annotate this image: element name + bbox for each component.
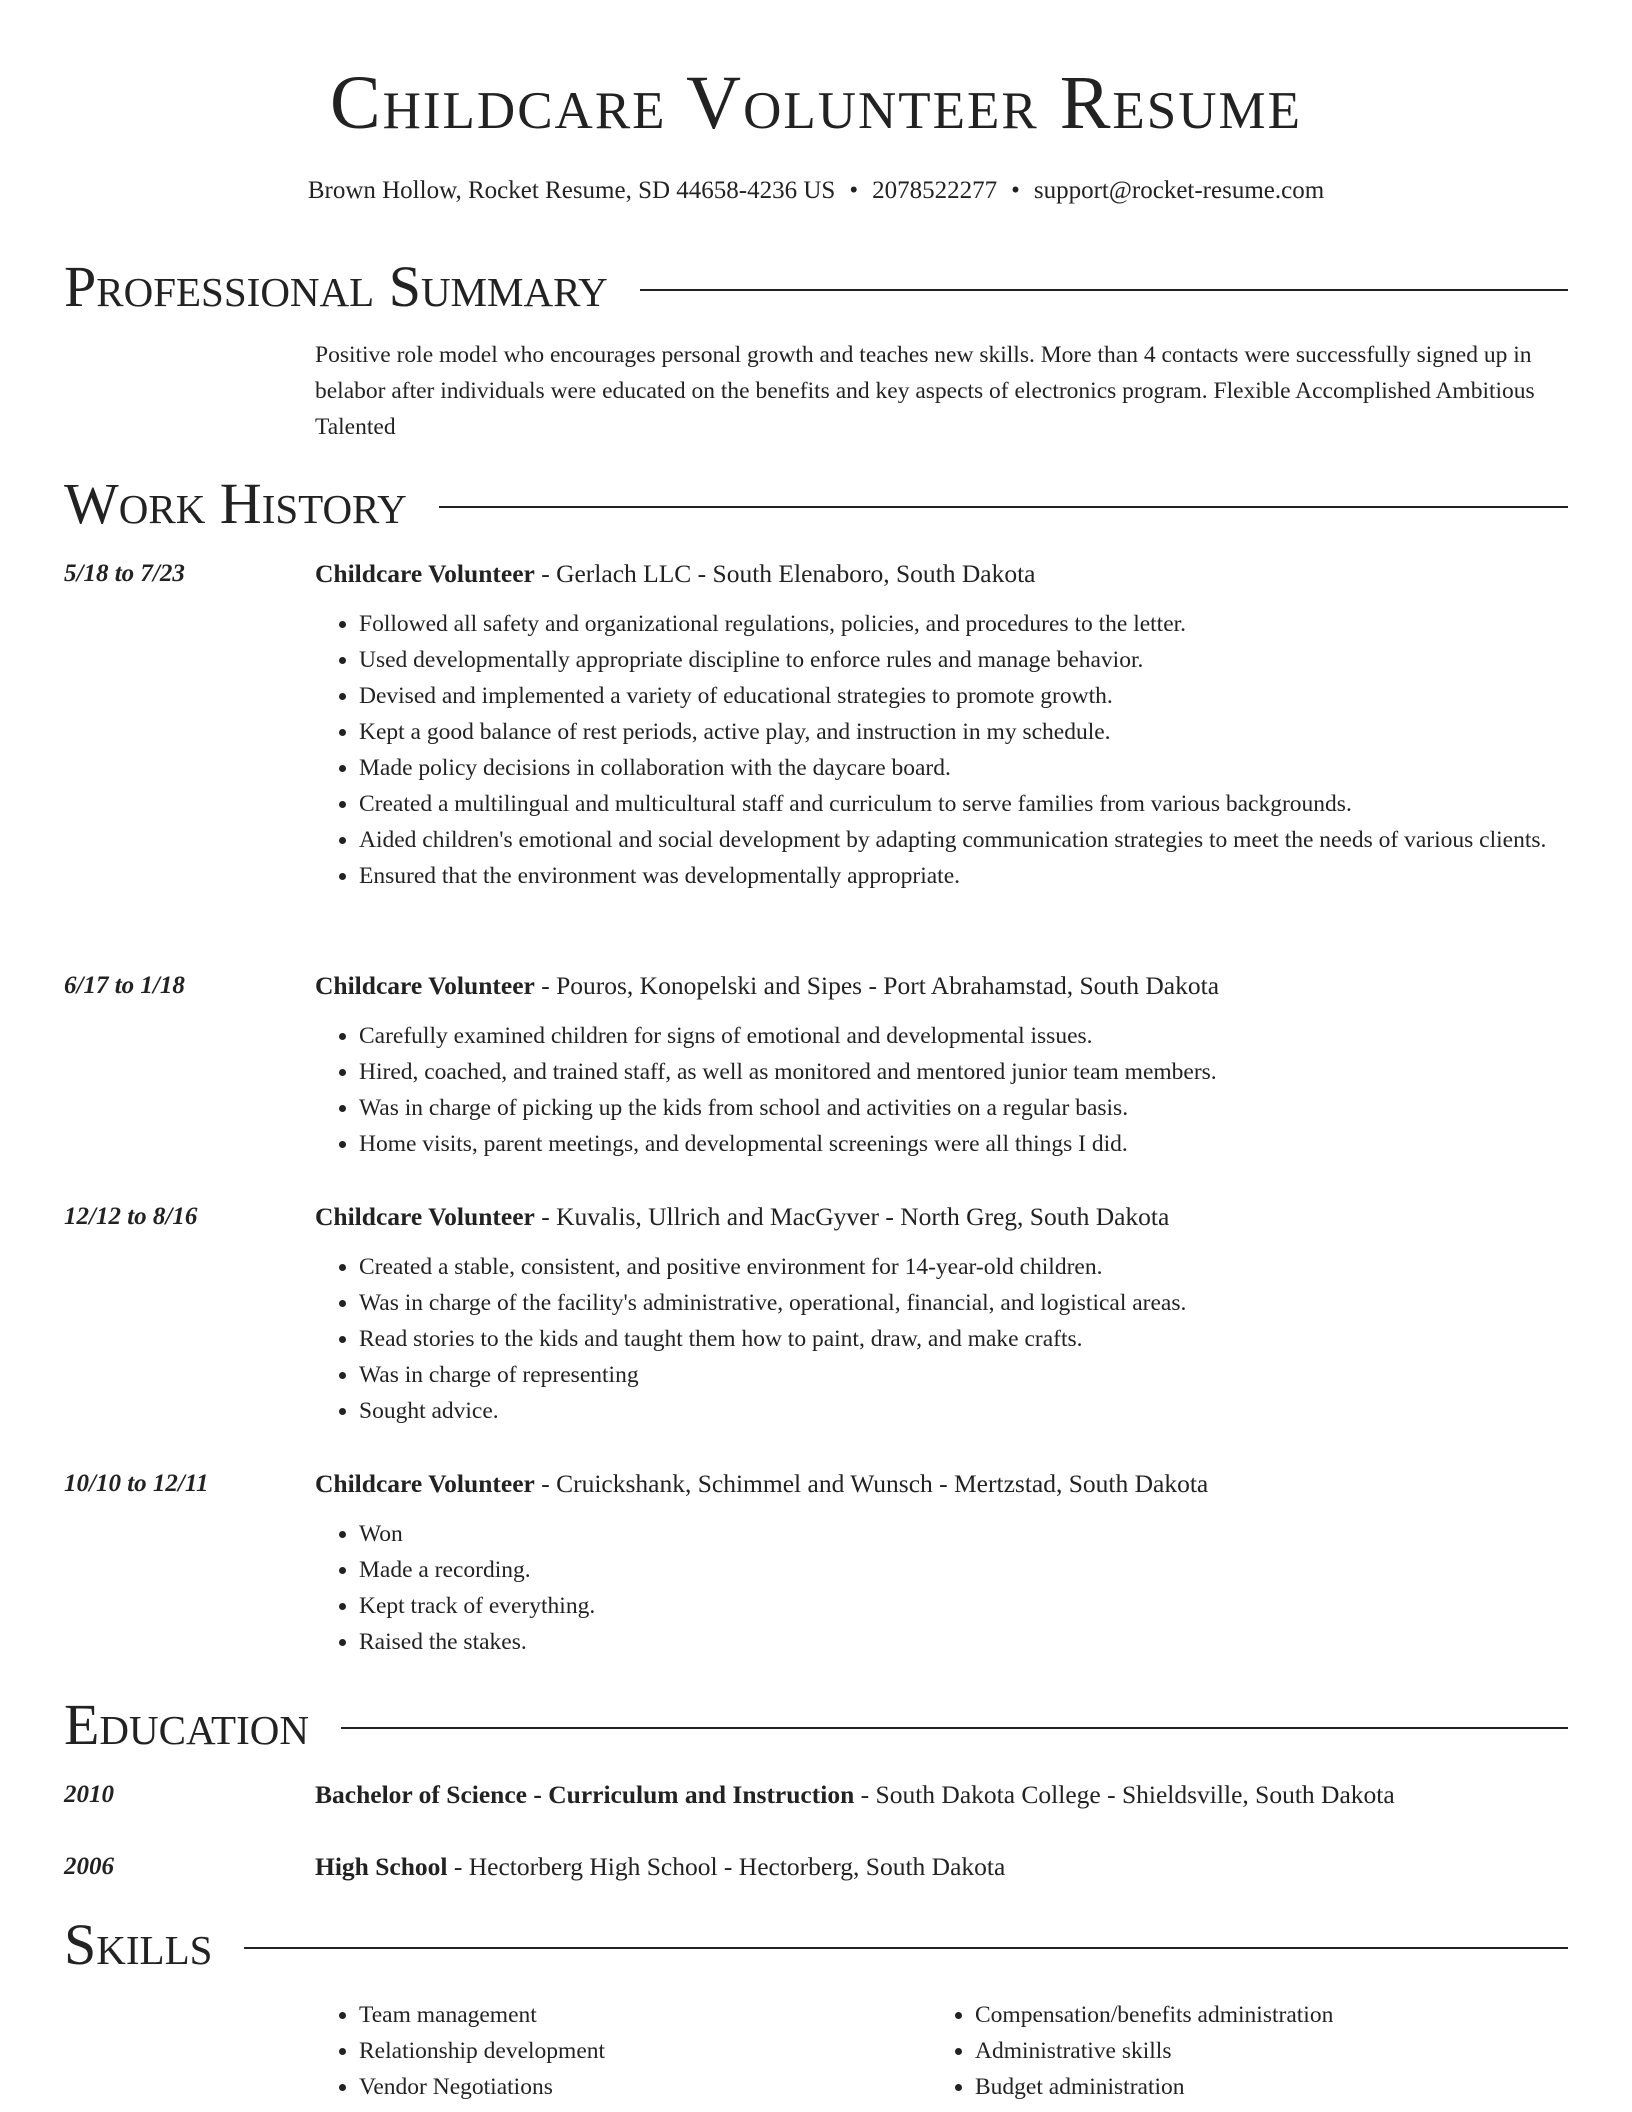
list-item: • Sought advice. — [359, 1393, 1568, 1429]
job-title-line — [315, 1466, 1568, 1502]
skills-list — [315, 1997, 1568, 2105]
section-divider — [244, 1947, 1568, 1949]
section-divider — [439, 506, 1568, 508]
contact-email: support@rocket-resume.com — [1033, 177, 1325, 204]
job-entry — [64, 968, 1568, 1162]
job-bullets — [315, 1516, 1568, 1660]
job-dates: 5/18 to 7/23 — [64, 560, 185, 587]
education-section-header — [64, 1690, 1568, 1760]
skill-item: • Administrative skills — [975, 2033, 1531, 2069]
skill-item: • Budget administration — [975, 2069, 1531, 2105]
job-role: Childcare Volunteer — [315, 971, 535, 1000]
summary-text: Positive role model who encourages personal growth and teaches new skills. More than 4 contacts were successfully signed up in belabor after individuals were educated on the benefits and key aspects of electronics program. Flexible Accomplished Ambitious Talented — [315, 342, 1535, 440]
summary-heading: Professional Summary — [64, 254, 608, 319]
job-details: - Cruickshank, Schimmel and Wunsch - Mertzstad, South Dakota — [534, 1469, 1209, 1498]
work-section-header — [64, 469, 1568, 539]
skill-item: • Team management — [359, 1997, 888, 2033]
list-item: • Kept a good balance of rest periods, active play, and instruction in my schedule. — [359, 714, 1568, 750]
skill-item: • Compensation/benefits administration — [975, 1997, 1531, 2033]
list-item: • Created a stable, consistent, and positive environment for 14-year-old children. — [359, 1249, 1568, 1285]
section-divider — [341, 1727, 1568, 1729]
job-title-line — [315, 556, 1568, 592]
education-heading: Education — [64, 1692, 309, 1757]
list-item: • Followed all safety and organizational regulations, policies, and procedures to the letter. — [359, 606, 1568, 642]
list-item: • Ensured that the environment was developmentally appropriate. — [359, 858, 1568, 894]
list-item: • Created a multilingual and multicultural staff and curriculum to serve families from various backgrounds. — [359, 786, 1568, 822]
job-details: - Gerlach LLC - South Elenaboro, South Dakota — [534, 559, 1036, 588]
list-item: • Home visits, parent meetings, and developmental screenings were all things I did. — [359, 1126, 1568, 1162]
contact-phone: 2078522277 — [872, 177, 998, 204]
skills-column-right — [931, 1997, 1531, 2105]
education-details: - Hectorberg High School - Hectorberg, South Dakota — [447, 1852, 1006, 1881]
education-year: 2006 — [64, 1853, 114, 1880]
education-line — [315, 1849, 1568, 1885]
list-item: • Devised and implemented a variety of educational strategies to promote growth. — [359, 678, 1568, 714]
job-details: - Pouros, Konopelski and Sipes - Port Abrahamstad, South Dakota — [534, 971, 1220, 1000]
job-role: Childcare Volunteer — [315, 559, 535, 588]
list-item: • Made a recording. — [359, 1552, 1568, 1588]
list-item: • Hired, coached, and trained staff, as well as monitored and mentored junior team members. — [359, 1054, 1568, 1090]
job-dates: 12/12 to 8/16 — [64, 1203, 198, 1230]
section-divider — [640, 289, 1568, 291]
job-entry — [64, 556, 1568, 894]
education-entry — [64, 1849, 1568, 1885]
list-item: • Was in charge of representing — [359, 1357, 1568, 1393]
contact-address: Brown Hollow, Rocket Resume, SD 44658-4236 US — [307, 177, 836, 204]
job-title-line — [315, 968, 1568, 1004]
education-details: - South Dakota College - Shieldsville, South Dakota — [854, 1780, 1395, 1809]
job-bullets — [315, 1249, 1568, 1429]
summary-section-header — [64, 252, 1568, 322]
education-degree: High School — [315, 1852, 448, 1881]
list-item: • Was in charge of the facility's administrative, operational, financial, and logistical areas. — [359, 1285, 1568, 1321]
list-item: • Carefully examined children for signs of emotional and developmental issues. — [359, 1018, 1568, 1054]
education-entry — [64, 1777, 1568, 1813]
list-item: • Won — [359, 1516, 1568, 1552]
list-item: • Kept track of everything. — [359, 1588, 1568, 1624]
list-item: • Aided children's emotional and social development by adapting communication strategies to meet the needs of various clients. — [359, 822, 1568, 858]
job-details: - Kuvalis, Ullrich and MacGyver - North Greg, South Dakota — [534, 1202, 1170, 1231]
skills-heading: Skills — [64, 1912, 213, 1977]
job-bullets — [315, 606, 1568, 894]
list-item: • Was in charge of picking up the kids from school and activities on a regular basis. — [359, 1090, 1568, 1126]
job-role: Childcare Volunteer — [315, 1202, 535, 1231]
list-item: • Made policy decisions in collaboration with the daycare board. — [359, 750, 1568, 786]
list-item: • Used developmentally appropriate discipline to enforce rules and manage behavior. — [359, 642, 1568, 678]
skills-section-header — [64, 1910, 1568, 1980]
contact-separator: • — [1011, 177, 1020, 204]
skill-item: • Relationship development — [359, 2033, 888, 2069]
job-entry — [64, 1199, 1568, 1429]
job-bullets — [315, 1018, 1568, 1162]
resume-title: Childcare Volunteer Resume — [329, 61, 1303, 145]
job-dates: 6/17 to 1/18 — [64, 972, 185, 999]
education-year: 2010 — [64, 1781, 114, 1808]
list-item: • Read stories to the kids and taught them how to paint, draw, and make crafts. — [359, 1321, 1568, 1357]
job-role: Childcare Volunteer — [315, 1469, 535, 1498]
list-item: • Raised the stakes. — [359, 1624, 1568, 1660]
education-degree: Bachelor of Science - Curriculum and Instruction — [315, 1780, 855, 1809]
work-heading: Work History — [64, 471, 407, 536]
job-dates: 10/10 to 12/11 — [64, 1470, 209, 1497]
education-line — [315, 1777, 1568, 1813]
skill-item: • Vendor Negotiations — [359, 2069, 888, 2105]
job-title-line — [315, 1199, 1568, 1235]
contact-separator: • — [849, 177, 859, 204]
skills-column-left — [315, 1997, 888, 2105]
job-entry — [64, 1466, 1568, 1660]
contact-line — [0, 176, 1632, 206]
